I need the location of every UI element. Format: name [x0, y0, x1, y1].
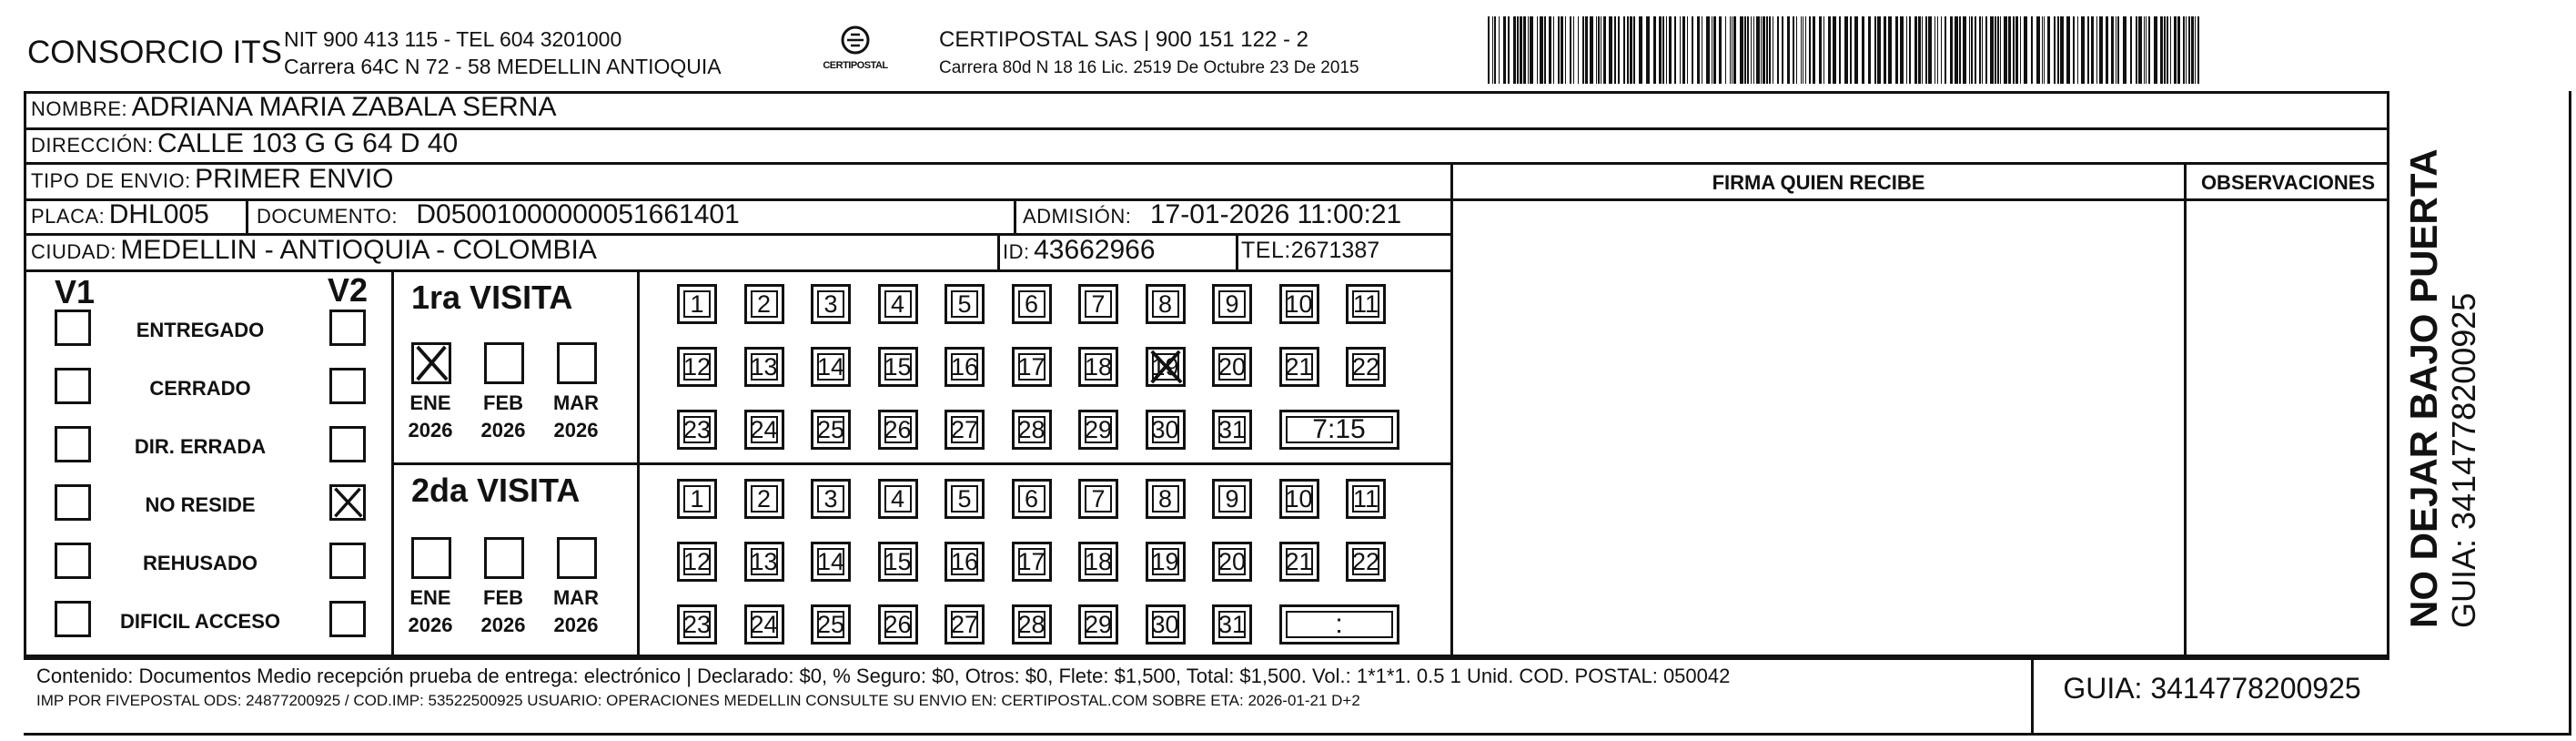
time-box[interactable]: :	[1279, 604, 1399, 645]
month-name: MAR	[552, 586, 600, 609]
status-label: REHUSADO	[143, 552, 258, 574]
month-name: ENE	[409, 391, 451, 414]
month-year: 2026	[408, 614, 453, 636]
v1-label: V1	[55, 273, 96, 310]
x-mark-icon	[414, 345, 449, 381]
v2-checkbox[interactable]	[329, 310, 366, 346]
day-box[interactable]: 6	[1012, 479, 1052, 519]
day-box[interactable]: 17	[1012, 347, 1052, 387]
day-box[interactable]: 19	[1146, 542, 1186, 582]
day-box[interactable]: 16	[945, 347, 985, 387]
v1-checkbox[interactable]	[55, 543, 91, 579]
month-label	[471, 584, 535, 639]
day-box[interactable]: 6	[1012, 284, 1052, 324]
day-box[interactable]: 22	[1346, 347, 1386, 387]
time-box[interactable]: 7:15	[1279, 410, 1399, 450]
month-year: 2026	[553, 614, 599, 636]
month-label	[399, 390, 462, 444]
day-box[interactable]: 25	[811, 410, 851, 450]
v1-checkbox[interactable]	[55, 601, 91, 637]
documento-label: DOCUMENTO:	[257, 205, 398, 228]
month-label	[544, 584, 608, 639]
nombre-value: ADRIANA MARIA ZABALA SERNA	[131, 92, 557, 122]
day-box[interactable]: 13	[744, 542, 784, 582]
barcode-icon	[1488, 16, 2207, 84]
tel-label: TEL:	[1241, 238, 1291, 263]
day-box[interactable]: 27	[945, 604, 985, 645]
month-label	[471, 390, 535, 444]
month-label	[544, 390, 608, 444]
day-box[interactable]: 5	[945, 479, 985, 519]
admision-label: ADMISIÓN:	[1023, 205, 1132, 228]
first-visit-title: 1ra VISITA	[411, 279, 573, 316]
day-box[interactable]: 23	[677, 604, 717, 645]
company-name: CONSORCIO ITS	[27, 35, 283, 70]
day-box[interactable]: 30	[1146, 410, 1186, 450]
side-text	[2402, 82, 2530, 628]
day-box[interactable]: 11	[1346, 284, 1386, 324]
v2-checkbox[interactable]	[329, 368, 366, 404]
v1-checkbox[interactable]	[55, 368, 91, 404]
v2-label: V2	[328, 271, 369, 309]
logo-text: CERTIPOSTAL	[823, 60, 888, 71]
day-box[interactable]: 30	[1146, 604, 1186, 645]
v2-checkbox[interactable]	[329, 543, 366, 579]
documento-cell	[257, 199, 740, 230]
day-box[interactable]: 15	[878, 542, 918, 582]
day-box[interactable]: 26	[878, 604, 918, 645]
footer-guia: GUIA: 3414778200925	[2063, 672, 2361, 705]
nombre-row	[31, 92, 556, 123]
day-box[interactable]: 9	[1212, 479, 1252, 519]
footer-content-line: Contenido: Documentos Medio recepción prueba de entrega: electrónico | Declarado: $0, % Seguro: $0, Otros: $0, Flete: $1,500, Total: $1,500. Vol.: 1*1*1. 0.5 1 Unid. COD. POSTAL: 050042	[36, 665, 1731, 687]
status-label: DIR. ERRADA	[134, 435, 267, 458]
documento-value: D05001000000051661401	[416, 199, 740, 229]
direccion-row	[31, 128, 458, 159]
v1-checkbox[interactable]	[55, 310, 91, 346]
day-box[interactable]: 18	[1078, 347, 1118, 387]
v1-checkbox[interactable]	[55, 426, 91, 462]
certipostal-line1: CERTIPOSTAL SAS | 900 151 122 - 2	[939, 27, 1308, 52]
x-mark-icon	[332, 487, 363, 518]
direccion-label: DIRECCIÓN:	[31, 134, 154, 157]
day-box[interactable]: 31	[1212, 410, 1252, 450]
day-box[interactable]: 12	[677, 542, 717, 582]
direccion-value: CALLE 103 G G 64 D 40	[157, 128, 459, 158]
firma-header: FIRMA QUIEN RECIBE	[1712, 171, 1925, 194]
nombre-label: NOMBRE:	[31, 97, 128, 120]
day-box[interactable]: 24	[744, 604, 784, 645]
month-name: FEB	[483, 391, 523, 414]
day-box[interactable]: 21	[1279, 347, 1319, 387]
certipostal-line2: Carrera 80d N 18 16 Lic. 2519 De Octubre 23 De 2015	[939, 58, 1359, 77]
side-guia: GUIA: 3414778200925	[2445, 292, 2482, 628]
v2-checkbox[interactable]	[329, 484, 366, 521]
ciudad-label: CIUDAD:	[31, 240, 116, 263]
day-box[interactable]: 7	[1078, 479, 1118, 519]
day-box[interactable]: 11	[1346, 479, 1386, 519]
v2-checkbox[interactable]	[329, 426, 366, 462]
day-box[interactable]: 22	[1346, 542, 1386, 582]
day-box[interactable]: 2	[744, 479, 784, 519]
month-checkbox[interactable]	[484, 342, 524, 384]
day-box[interactable]: 14	[811, 347, 851, 387]
tipo-envio-value: PRIMER ENVIO	[195, 164, 394, 194]
day-box[interactable]: 14	[811, 542, 851, 582]
day-box[interactable]: 3	[811, 479, 851, 519]
tel-value: 2671387	[1290, 238, 1380, 263]
day-box[interactable]: 31	[1212, 604, 1252, 645]
day-box[interactable]: 28	[1012, 410, 1052, 450]
v2-checkbox[interactable]	[329, 601, 366, 637]
day-box[interactable]: 19	[1146, 347, 1186, 387]
day-box[interactable]: 5	[945, 284, 985, 324]
day-box[interactable]: 7	[1078, 284, 1118, 324]
id-cell	[1003, 235, 1156, 266]
month-year: 2026	[480, 419, 526, 442]
month-checkbox[interactable]	[411, 537, 451, 579]
day-box[interactable]: 23	[677, 410, 717, 450]
day-box[interactable]: 4	[878, 284, 918, 324]
day-box[interactable]: 16	[945, 542, 985, 582]
month-year: 2026	[480, 614, 526, 636]
day-box[interactable]: 15	[878, 347, 918, 387]
day-box[interactable]: 18	[1078, 542, 1118, 582]
day-box[interactable]: 21	[1279, 542, 1319, 582]
day-box[interactable]: 12	[677, 347, 717, 387]
month-year: 2026	[553, 419, 599, 442]
tel-cell	[1241, 238, 1379, 264]
certipostal-logo	[805, 22, 905, 78]
day-box[interactable]: 2	[744, 284, 784, 324]
day-box[interactable]: 8	[1146, 479, 1186, 519]
day-box[interactable]: 1	[677, 284, 717, 324]
placa-value: DHL005	[108, 199, 209, 229]
id-label: ID:	[1003, 240, 1030, 263]
month-checkbox[interactable]	[484, 537, 524, 579]
observaciones-header: OBSERVACIONES	[2200, 171, 2376, 194]
placa-cell	[31, 199, 209, 230]
day-box[interactable]: 24	[744, 410, 784, 450]
day-box[interactable]: 17	[1012, 542, 1052, 582]
day-box[interactable]: 27	[945, 410, 985, 450]
address-line: Carrera 64C N 72 - 58 MEDELLIN ANTIOQUIA	[284, 55, 722, 78]
x-mark-icon	[1148, 350, 1183, 384]
month-checkbox[interactable]	[557, 537, 597, 579]
day-box[interactable]: 26	[878, 410, 918, 450]
second-visit-title: 2da VISITA	[411, 472, 581, 509]
footer-imp-line: IMP POR FIVEPOSTAL ODS: 24877200925 / COD.IMP: 53522500925 USUARIO: OPERACIONES MEDELLIN CONSULTE SU ENVIO EN: CERTIPOSTAL.COM SOBRE ETA: 2026-01-21 D+2	[36, 692, 1360, 709]
ciudad-value: MEDELLIN - ANTIOQUIA - COLOMBIA	[120, 235, 597, 265]
nit-line: NIT 900 413 115 - TEL 604 3201000	[284, 27, 622, 51]
side-warning: NO DEJAR BAJO PUERTA	[2402, 148, 2445, 628]
day-box[interactable]: 29	[1078, 410, 1118, 450]
day-box[interactable]: 10	[1279, 479, 1319, 519]
month-year: 2026	[408, 419, 453, 442]
ciudad-cell	[31, 235, 597, 266]
status-label: ENTREGADO	[136, 319, 265, 341]
day-box[interactable]: 29	[1078, 604, 1118, 645]
month-checkbox[interactable]	[411, 342, 451, 384]
day-box[interactable]: 25	[811, 604, 851, 645]
tipo-envio-row	[31, 164, 394, 195]
day-box[interactable]: 20	[1212, 542, 1252, 582]
day-box[interactable]: 13	[744, 347, 784, 387]
status-label: CERRADO	[149, 377, 251, 400]
day-box[interactable]: 4	[878, 479, 918, 519]
month-name: MAR	[552, 391, 600, 414]
month-name: ENE	[409, 586, 451, 609]
status-label: DIFICIL ACCESO	[119, 610, 280, 633]
admision-cell	[1023, 199, 1401, 230]
day-box[interactable]: 3	[811, 284, 851, 324]
day-box[interactable]: 28	[1012, 604, 1052, 645]
placa-label: PLACA:	[31, 205, 106, 228]
month-name: FEB	[483, 586, 523, 609]
day-box[interactable]: 8	[1146, 284, 1186, 324]
day-box[interactable]: 1	[677, 479, 717, 519]
tipo-envio-label: TIPO DE ENVIO:	[31, 169, 191, 192]
day-box[interactable]: 20	[1212, 347, 1252, 387]
day-box[interactable]: 10	[1279, 284, 1319, 324]
admision-value: 17-01-2026 11:00:21	[1149, 199, 1402, 229]
status-label: NO RESIDE	[145, 493, 256, 516]
month-checkbox[interactable]	[557, 342, 597, 384]
day-box[interactable]: 9	[1212, 284, 1252, 324]
id-value: 43662966	[1034, 235, 1156, 265]
month-label	[399, 584, 462, 639]
v1-checkbox[interactable]	[55, 484, 91, 521]
